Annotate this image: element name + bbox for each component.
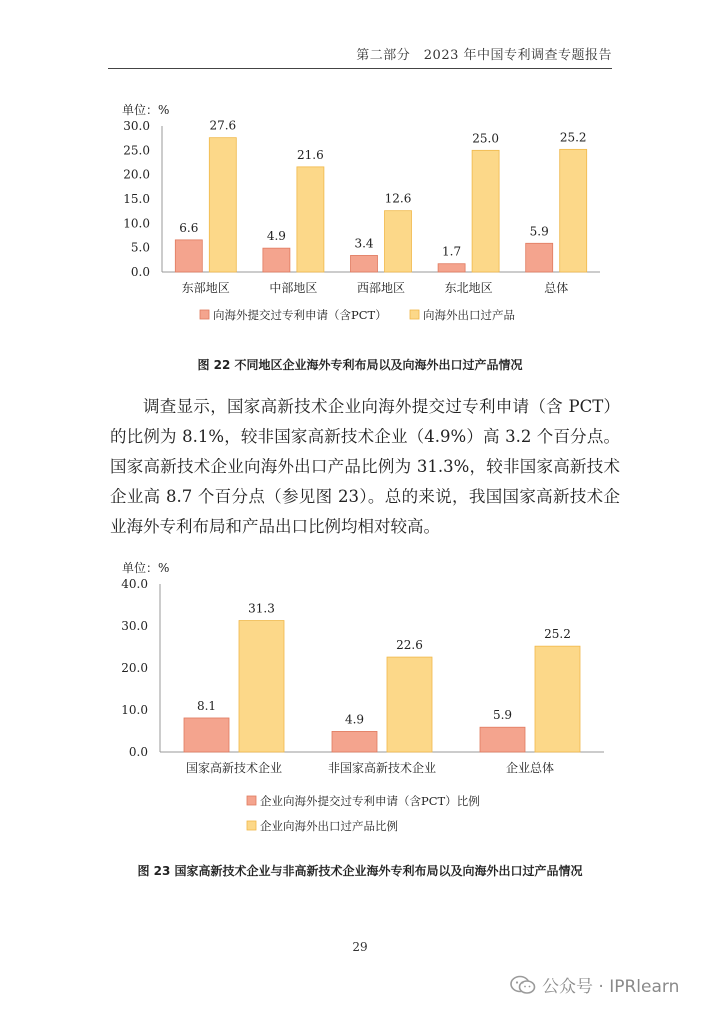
data-label-patent: 6.6 [179,220,199,235]
body-paragraph [110,392,620,542]
legend-label-patent: 向海外提交过专利申请（含PCT） [213,308,387,322]
bar-export [535,646,580,752]
y-tick-label: 0.0 [130,265,150,279]
bar-export [387,657,432,752]
legend-label-export: 企业向海外出口过产品比例 [260,819,398,833]
data-label-patent: 4.9 [344,712,365,727]
category-label: 非国家高新技术企业 [327,761,437,775]
bar-export [560,149,587,272]
bar-patent [175,240,202,272]
figure-22-caption: 图 22 不同地区企业海外专利布局以及向海外出口过产品情况 [197,358,523,372]
legend-swatch-patent [200,310,209,319]
category-label: 西部地区 [356,281,406,295]
y-tick-label: 10.0 [121,703,148,717]
unit-label: 单位：% [122,561,170,575]
figure-23-caption: 图 23 国家高新技术企业与非高新技术企业海外专利布局以及向海外出口过产品情况 [137,864,583,878]
wechat-watermark [510,972,679,997]
chart-hightech-overseas [100,560,620,835]
category-label: 企业总体 [505,761,555,775]
category-label: 东北地区 [444,281,493,295]
y-tick-label: 30.0 [121,619,148,633]
data-label-export: 25.2 [544,627,571,642]
data-label-export: 25.0 [472,131,499,146]
category-label: 中部地区 [269,281,318,295]
bar-patent [332,731,377,752]
chart-svg [100,560,620,835]
y-tick-label: 20.0 [123,167,150,182]
wechat-icon [510,975,536,995]
bar-patent [480,727,525,752]
data-label-export: 25.2 [559,130,587,145]
data-label-patent: 8.1 [196,698,217,713]
category-label: 东部地区 [181,281,230,295]
category-label: 总体 [544,281,569,295]
y-tick-label: 5.0 [130,240,150,255]
watermark-text: 公众号 · IPRlearn [542,977,680,997]
bar-patent [263,248,290,272]
chart-svg [100,95,620,330]
data-label-patent: 5.9 [529,224,549,239]
legend-swatch-export [410,310,419,319]
category-label: 国家高新技术企业 [185,761,283,775]
y-tick-label: 0.0 [128,745,148,759]
data-label-patent: 5.9 [492,708,513,723]
bar-patent [526,243,553,272]
bar-export [297,167,324,272]
data-label-export: 22.6 [396,638,423,653]
bar-patent [438,264,465,272]
data-label-patent: 1.7 [442,244,462,259]
legend-label-export: 向海外出口过产品 [423,308,515,322]
data-label-export: 31.3 [248,601,275,616]
data-label-export: 12.6 [384,191,412,206]
y-tick-label: 25.0 [123,143,150,158]
chart-regional-overseas [100,95,620,330]
y-tick-label: 10.0 [123,216,150,231]
y-tick-label: 15.0 [123,192,150,206]
page-number: 29 [352,940,368,954]
legend-label-patent: 企业向海外提交过专利申请（含PCT）比例 [260,794,480,808]
data-label-export: 27.6 [209,118,237,133]
y-tick-label: 40.0 [121,577,148,591]
bar-export [472,150,499,272]
data-label-patent: 4.9 [266,229,286,244]
unit-label: 单位：% [122,103,170,117]
data-label-export: 21.6 [297,147,324,162]
bar-patent [184,718,229,752]
body-paragraph-text: 调查显示，国家高新技术企业向海外提交过专利申请（含 PCT）的比例为 8.1%，较非国家高新技术企业（4.9%）高 3.2 个百分点。国家高新技术企业向海外出口产品比例为 31.3%，较非国家高新技术企业高 8.7 个百分点（参见图 23）。总的来说，我国国家高新技术企业海外专利布局和产品出口比例均相对较高。 [110,397,620,536]
bar-export [239,621,284,752]
legend-swatch-export [247,821,256,830]
bar-patent [351,255,378,272]
bar-export [209,138,236,272]
running-header: 第二部分 2023 年中国专利调查专题报告 [108,44,612,69]
bar-export [385,211,412,272]
data-label-patent: 3.4 [354,236,374,251]
legend-swatch-patent [247,796,256,805]
y-tick-label: 30.0 [123,119,150,133]
y-tick-label: 20.0 [121,661,148,675]
